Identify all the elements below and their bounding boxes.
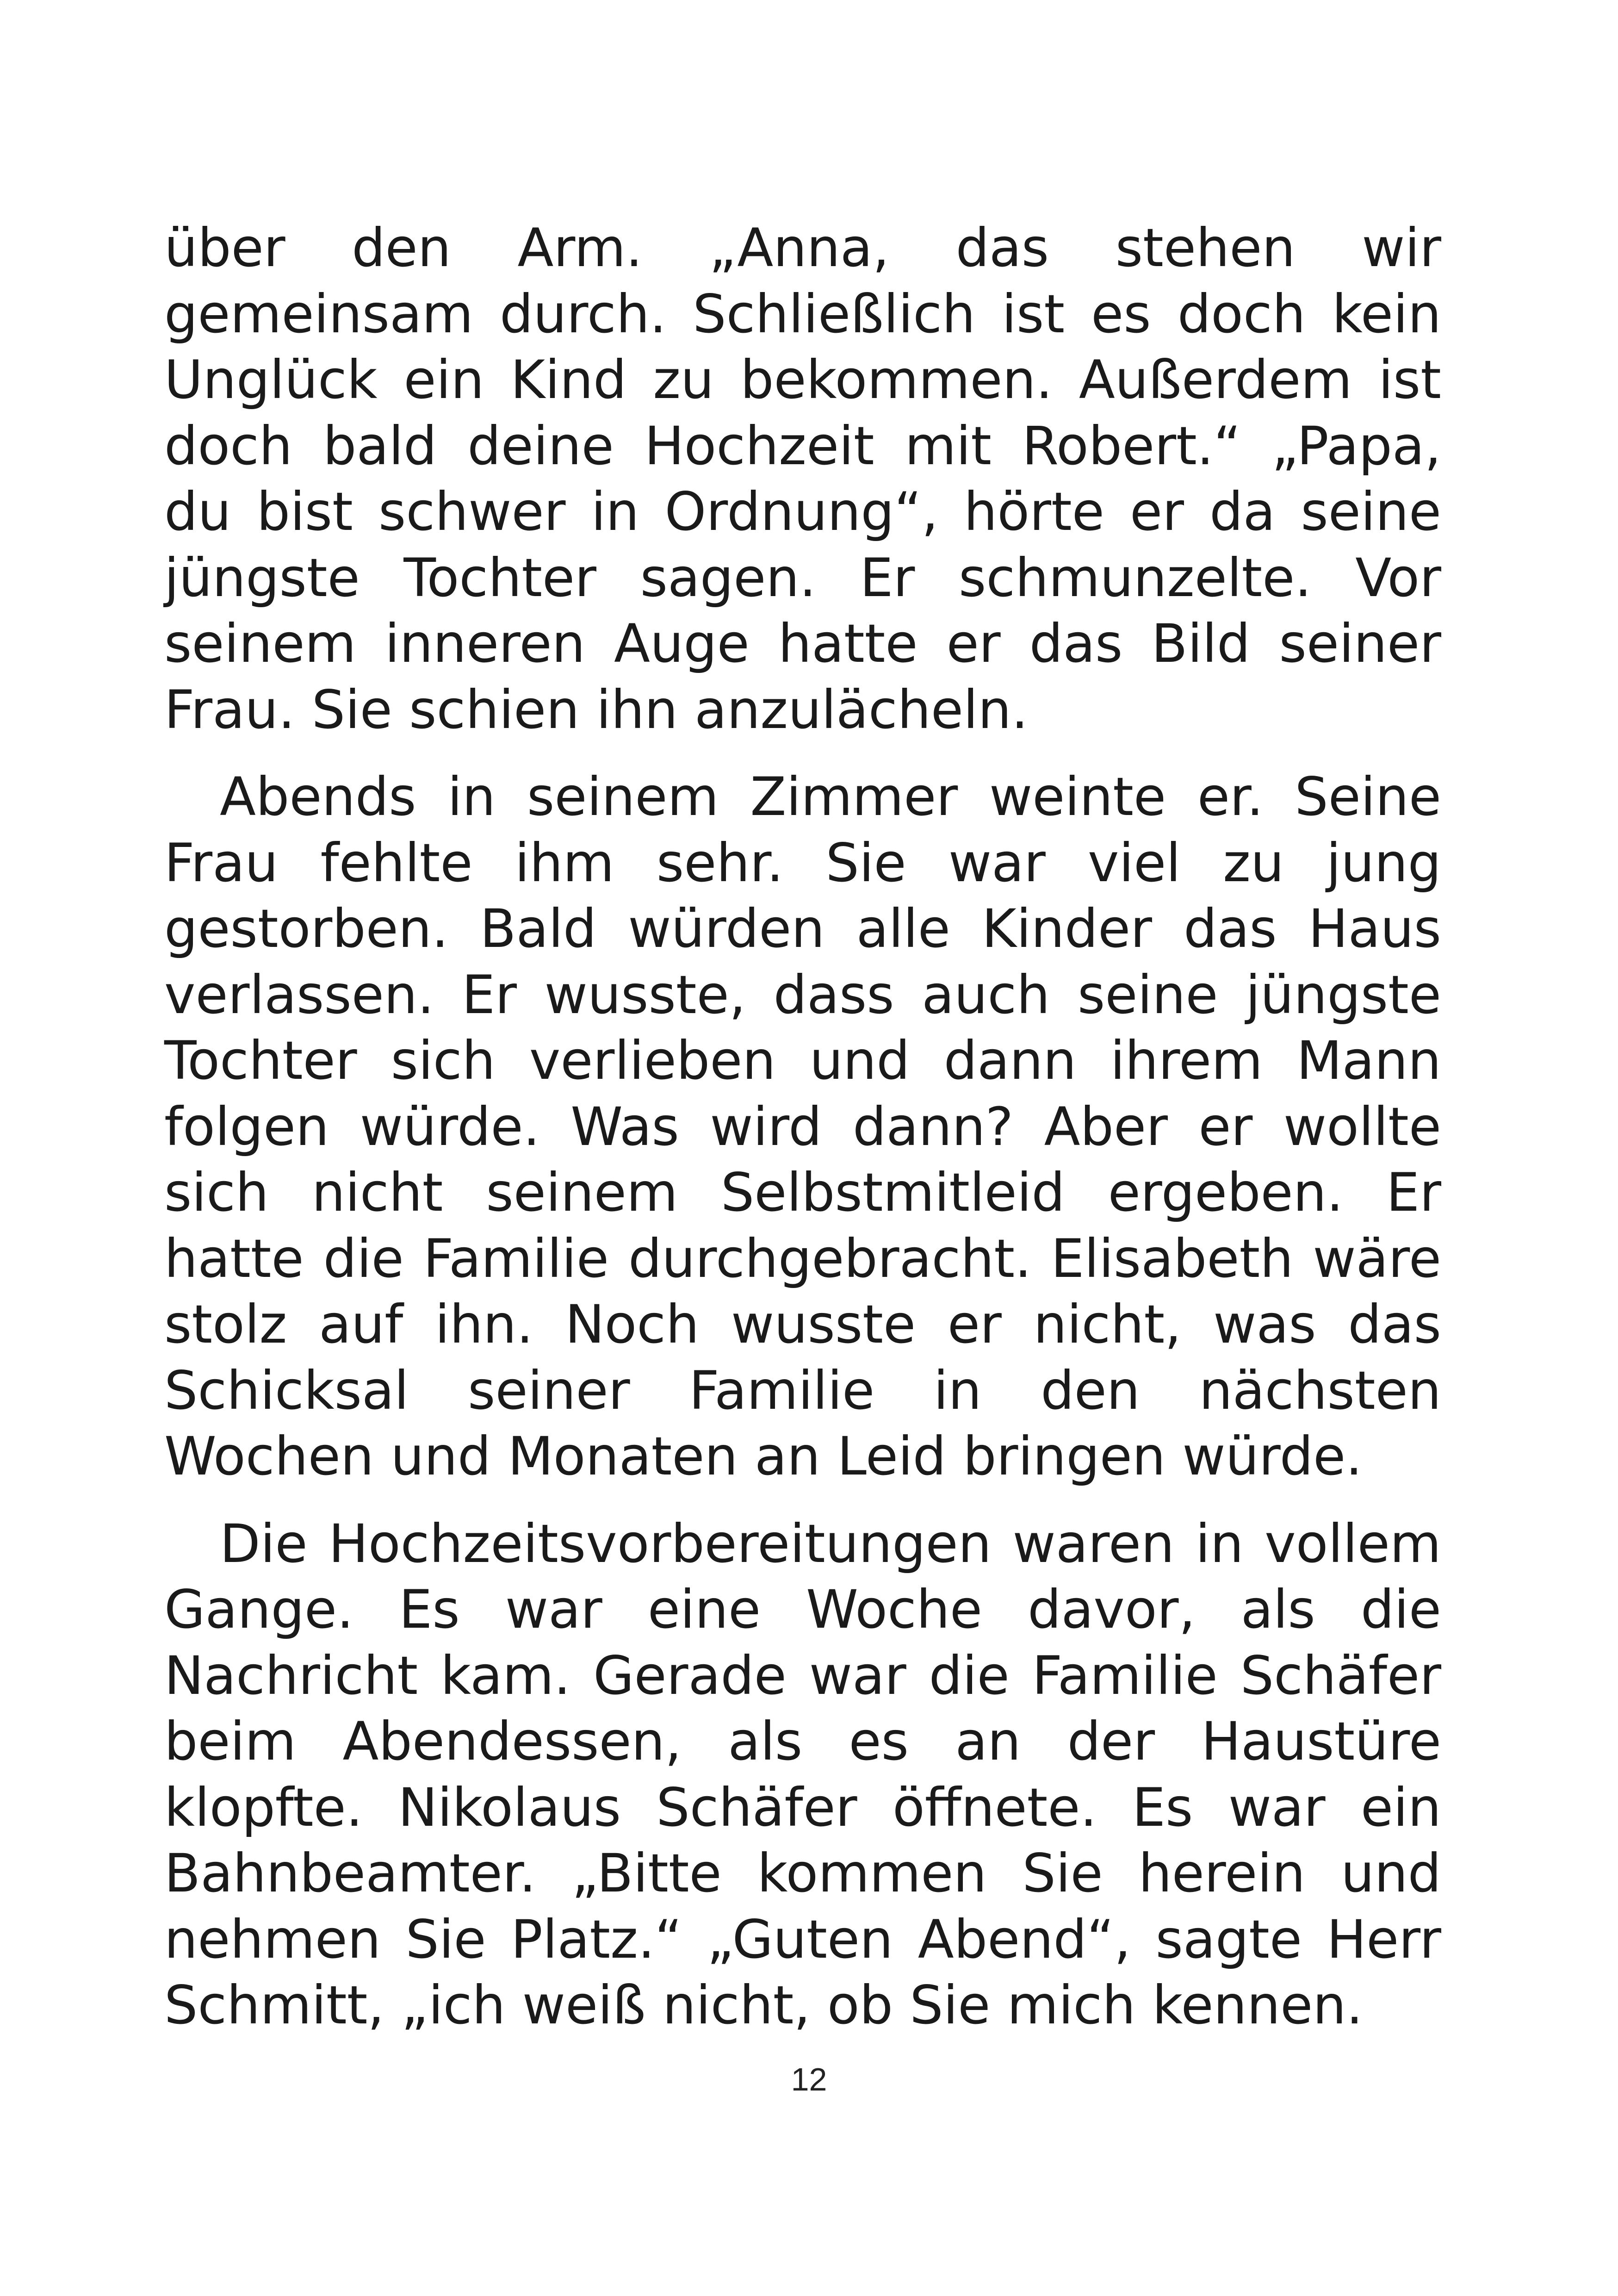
paragraph-2: Abends in seinem Zimmer weinte er. Seine Frau fehlte ihm sehr. Sie war viel zu jung gestorben. Bald würden alle Kinder das Haus verlassen. Er wusste, dass auch seine jüngste Tochter sich verlieben und dann ihrem Mann folgen würde. Was wird dann? Aber er wollte sich nicht seinem Selbstmitleid ergeben. Er hatte die Familie durchgebracht. Elisabeth wäre stolz auf ihn. Noch wusste er nicht, was das Schicksal seiner Familie in den nächsten Wochen und Monaten an Leid bringen würde.: [164, 766, 1441, 1487]
paragraph-1: über den Arm. „Anna, das stehen wir gemeinsam durch. Schließlich ist es doch kein Unglück ein Kind zu bekommen. Außerdem ist doch bald deine Hochzeit mit Robert.“ „Papa, du bist schwer in Ordnung“, hörte er da seine jüngste Tochter sagen. Er schmunzelte. Vor seinem inneren Auge hatte er das Bild seiner Frau. Sie schien ihn anzulächeln.: [164, 217, 1441, 740]
body-text: [164, 215, 1441, 2039]
page-number: 12: [791, 2061, 827, 2097]
paragraph-3: Die Hochzeitsvorbereitungen waren in vollem Gange. Es war eine Woche davor, als die Nachricht kam. Gerade war die Familie Schäfer beim Abendessen, als es an der Haustüre klopfte. Nikolaus Schäfer öffnete. Es war ein Bahnbeamter. „Bitte kommen Sie herein und nehmen Sie Platz.“ „Guten Abend“, sagte Herr Schmitt, „ich weiß nicht, ob Sie mich kennen.: [164, 1512, 1441, 2036]
